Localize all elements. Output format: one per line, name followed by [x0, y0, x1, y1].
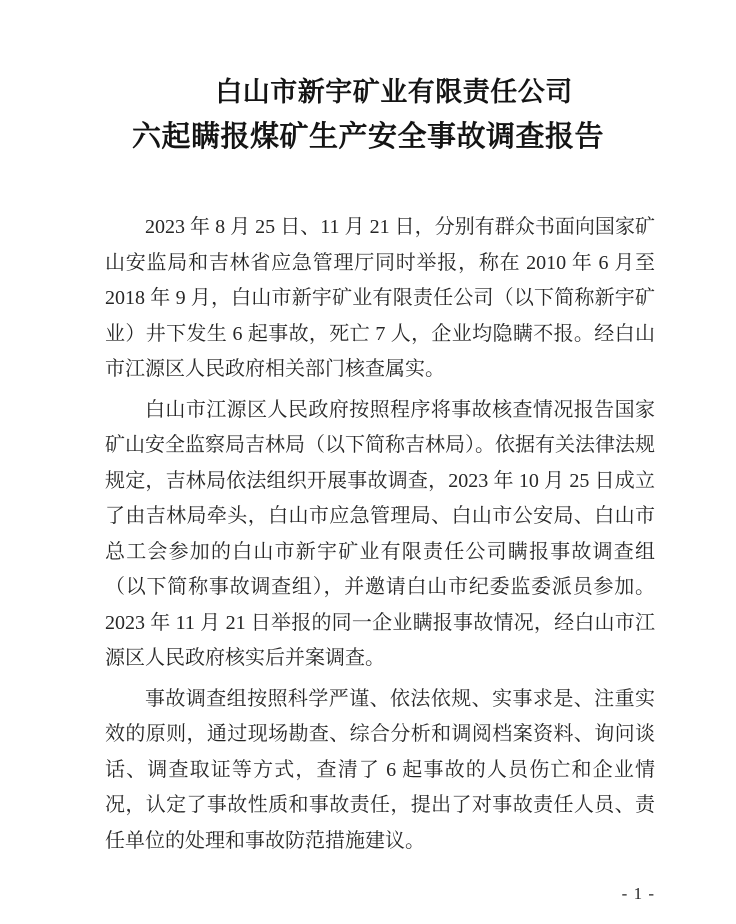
document-title-line1: 白山市新宇矿业有限责任公司 [215, 77, 573, 107]
document-title-line2: 六起瞒报煤矿生产安全事故调查报告 [131, 121, 604, 153]
document-title [0, 70, 736, 160]
paragraph-investigation-team: 白山市江源区人民政府按照程序将事故核查情况报告国家矿山安全监察局吉林局（以下简称吉林局）。依据有关法律法规规定，吉林局依法组织开展事故调查，2023 年 10 月 25 日成立了由吉林局牵头，白山市应急管理局、白山市公安局、白山市总工会参加的白山市新宇矿业有限责任公司瞒报事故调查组（以下简称事故调查组），并邀请白山市纪委监委派员参加。2023 年 11 月 21 日举报的同一企业瞒报事故情况，经白山市江源区人民政府核实后并案调查。 [105, 398, 655, 669]
paragraph-investigation-methods: 事故调查组按照科学严谨、依法依规、实事求是、注重实效的原则，通过现场勘查、综合分析和调阅档案资料、询问谈话、调查取证等方式，查清了 6 起事故的人员伤亡和企业情况，认定了事故性质和事故责任，提出了对事故责任人员、责任单位的处理和事故防范措施建议。 [105, 687, 655, 852]
paragraph-report-sources: 2023 年 8 月 25 日、11 月 21 日，分别有群众书面向国家矿山安监局和吉林省应急管理厅同时举报，称在 2010 年 6 月至 2018 年 9 月，白山市新宇矿业有限责任公司（以下简称新宇矿业）井下发生 6 起事故，死亡 7 人，企业均隐瞒不报。经白山市江源区人民政府相关部门核查属实。 [105, 216, 655, 380]
document-body [105, 210, 655, 864]
page-number: - 1 - [621, 884, 655, 903]
